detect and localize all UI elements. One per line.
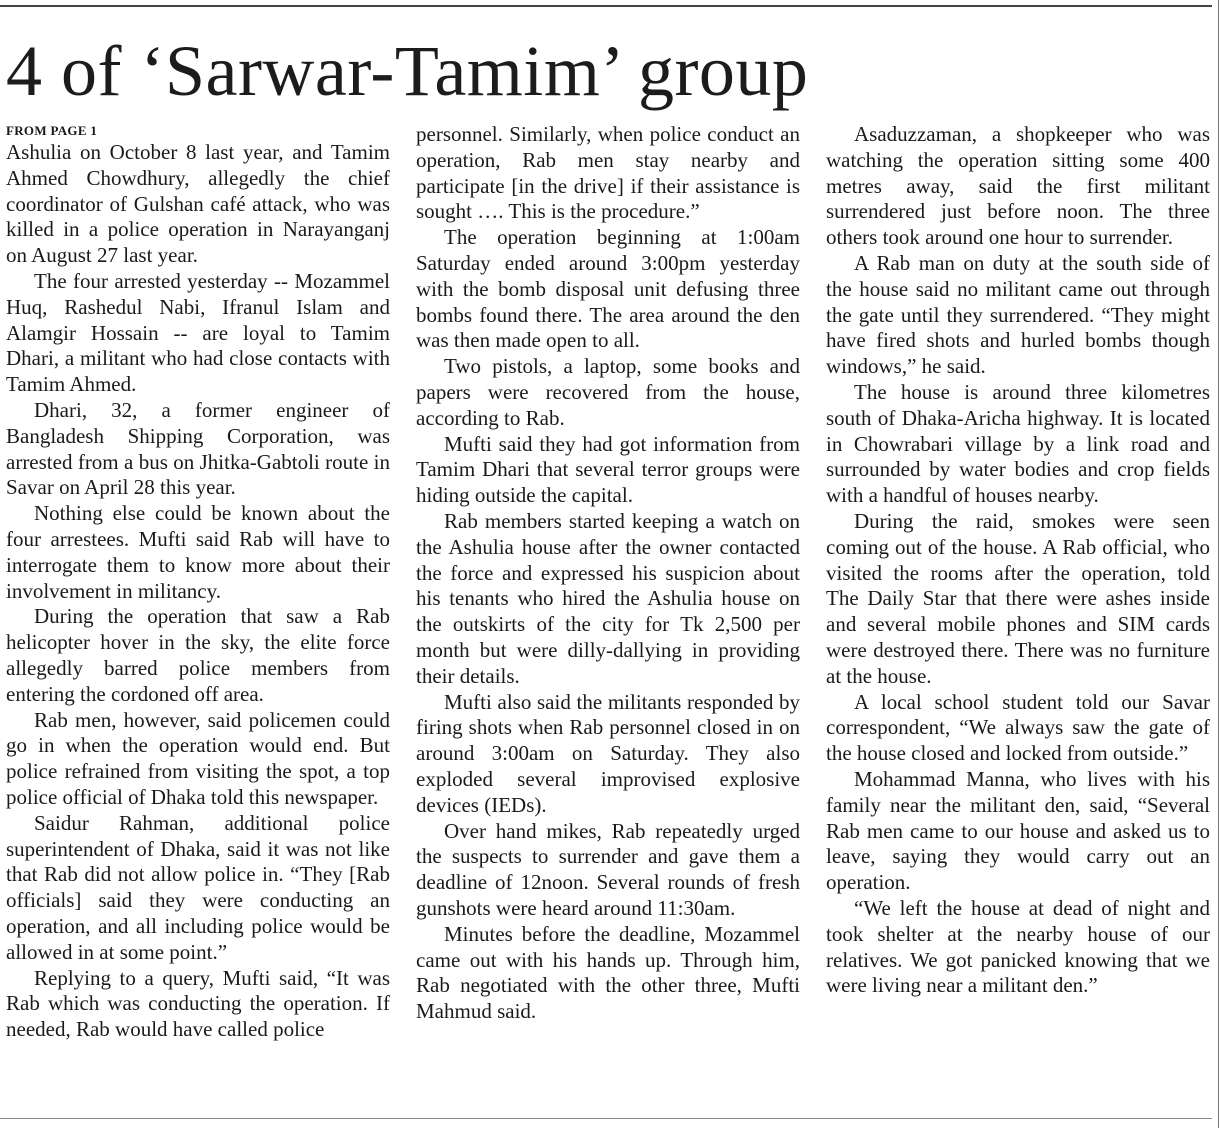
paragraph: Two pistols, a laptop, some books and papers were recovered from the house, according to Rab. xyxy=(416,354,800,430)
paragraph: A Rab man on duty at the south side of the house said no militant came out through the gate until they surrendered. “They might have fired shots and hurled bombs though windows,” he said. xyxy=(826,250,1210,379)
headline: 4 of ‘Sarwar-Tamim’ group xyxy=(6,31,809,111)
paragraph: Ashulia on October 8 last year, and Tamim Ahmed Chowdhury, allegedly the chief coordinator of Gulshan café attack, who was killed in a police operation in Narayanganj on August 27 last year. xyxy=(6,140,390,268)
paragraph: A local school student told our Savar correspondent, “We always saw the gate of the house closed and locked from outside.” xyxy=(826,689,1210,766)
paragraph: Over hand mikes, Rab repeatedly urged the suspects to surrender and gave them a deadline of 12noon. Several rounds of fresh gunshots were heard around 11:30am. xyxy=(416,818,800,920)
paragraph: Rab men, however, said policemen could go in when the operation would end. But police refrained from visiting the spot, a top police official of Dhaka told this newspaper. xyxy=(6,707,390,809)
paragraph: Minutes before the deadline, Mozammel came out with his hands up. Through him, Rab negotiated with the other three, Mufti Mahmud said. xyxy=(416,921,800,1024)
column-1 xyxy=(6,122,390,1043)
paragraph: During the raid, smokes were seen coming out of the house. A Rab official, who visited the rooms after the operation, told The Daily Star that there were ashes inside and several mobile phones and SIM cards were destroyed there. There was no furniture at the house. xyxy=(826,508,1210,688)
paragraph: During the operation that saw a Rab helicopter hover in the sky, the elite force allegedly barred police members from entering the cordoned off area. xyxy=(6,604,390,706)
paragraph: Saidur Rahman, additional police superintendent of Dhaka, said it was not like that Rab did not allow police in. “They [Rab officials] said they were conducting an operation, and all including police would be allowed in at some point.” xyxy=(6,810,390,964)
paragraph: Dhari, 32, a former engineer of Bangladesh Shipping Corporation, was arrested from a bus on Jhitka-Gabtoli route in Savar on April 28 this year. xyxy=(6,397,390,500)
column-3 xyxy=(826,122,1210,999)
paragraph: Replying to a query, Mufti said, “It was Rab which was conducting the operation. If needed, Rab would have called police xyxy=(6,965,390,1042)
paragraph: The house is around three kilometres south of Dhaka-Aricha highway. It is located in Chowrabari village by a link road and surrounded by water bodies and crop fields with a handful of houses nearby. xyxy=(826,379,1210,508)
paragraph: “We left the house at dead of night and took shelter at the nearby house of our relatives. We got panicked knowing that we were living near a militant den.” xyxy=(826,895,1210,998)
right-rule xyxy=(1218,0,1219,1128)
bottom-rule xyxy=(0,1118,1212,1119)
paragraph: The four arrested yesterday -- Mozammel Huq, Rashedul Nabi, Ifranul Islam and Alamgir Hossain -- are loyal to Tamim Dhari, a militant who had close contacts with Tamim Ahmed. xyxy=(6,268,390,397)
paragraph: Mufti also said the militants responded by firing shots when Rab personnel closed in on around 3:00am on Saturday. They also exploded several improvised explosive devices (IEDs). xyxy=(416,689,800,817)
top-rule xyxy=(0,5,1212,7)
paragraph: Asaduzzaman, a shopkeeper who was watching the operation sitting some 400 metres away, said the first militant surrendered just before noon. The three others took around one hour to surrender. xyxy=(826,122,1210,250)
paragraph: The operation beginning at 1:00am Saturday ended around 3:00pm yesterday with the bomb disposal unit defusing three bombs found there. The area around the den was then made open to all. xyxy=(416,225,800,353)
paragraph: Nothing else could be known about the four arrestees. Mufti said Rab will have to interrogate them to know more about their involvement in militancy. xyxy=(6,501,390,603)
column-2 xyxy=(416,122,800,1025)
paragraph: Mufti said they had got information from Tamim Dhari that several terror groups were hiding outside the capital. xyxy=(416,431,800,508)
paragraph: Rab members started keeping a watch on the Ashulia house after the owner contacted the force and expressed his suspicion about his tenants who hired the Ashulia house on the outskirts of the city for Tk 2,500 per month but were dilly-dallying in providing their details. xyxy=(416,508,800,688)
paragraph: Mohammad Manna, who lives with his family near the militant den, said, “Several Rab men came to our house and asked us to leave, saying they would carry out an operation. xyxy=(826,766,1210,895)
kicker: FROM PAGE 1 xyxy=(6,123,98,138)
paragraph: personnel. Similarly, when police conduct an operation, Rab men stay nearby and participate [in the drive] if their assistance is sought …. This is the procedure.” xyxy=(416,122,800,224)
